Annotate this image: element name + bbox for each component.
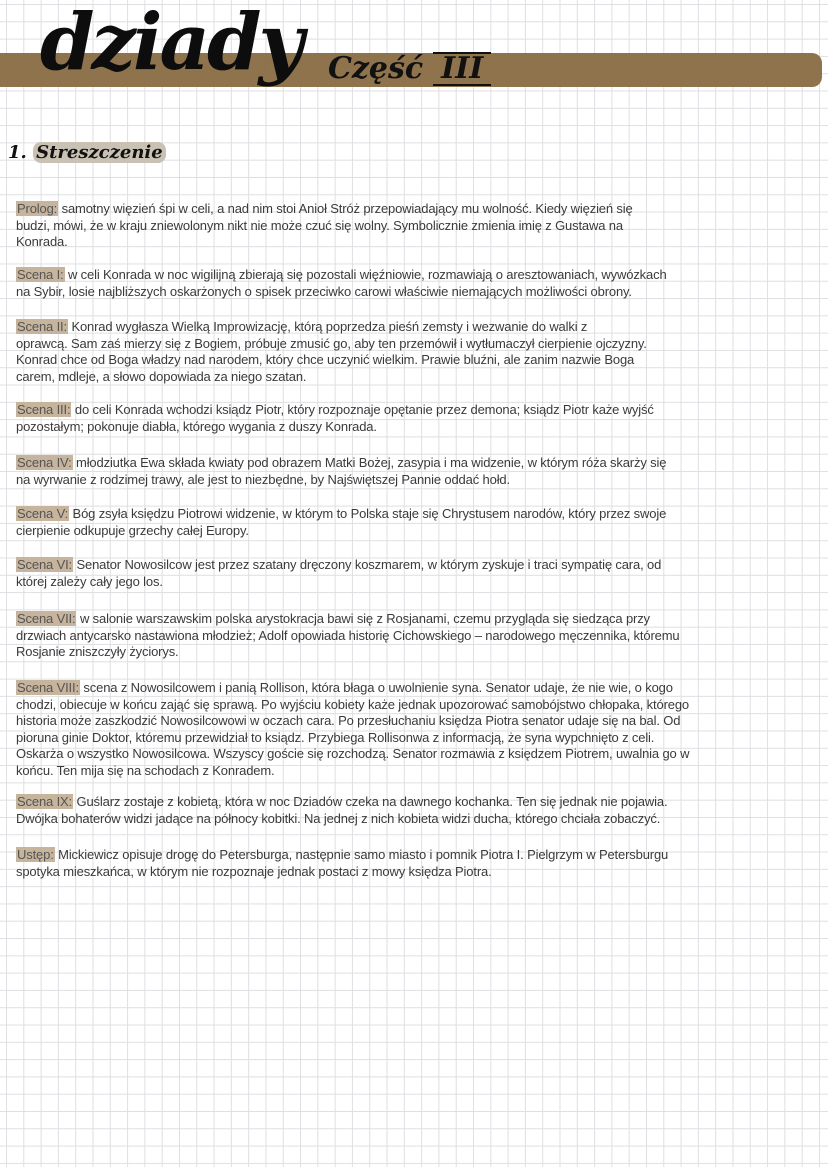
line-text: Senator Nowosilcow jest przez szatany dręczony koszmarem, w którym zyskuje i traci sympatię cara, od (76, 557, 662, 572)
summary-paragraph (16, 201, 633, 251)
line-text: Oskarża o wszystko Nowosilcowa. Wszyscy goście się rozchodzą. Senator rozmawia z księdzem Piotrem, uwalnia go w (16, 746, 690, 762)
paragraph-line (16, 369, 647, 386)
paragraph-line (16, 864, 668, 881)
scene-label: Scena II: (17, 319, 67, 334)
paragraph-line (16, 730, 689, 747)
part-label: Część (328, 51, 424, 86)
line-text: końcu. Ten mija się na schodach z Konradem. (16, 762, 275, 778)
line-text: w celi Konrada w noc wigilijną zbierają się pozostali więźniowie, rozmawiają o aresztowaniach, wywózkach (67, 267, 667, 282)
line-text: Bóg zsyła księdzu Piotrowi widzenie, w którym to Polska staje się Chrystusem narodów, który przez swoje (72, 506, 667, 521)
line-text: scena z Nowosilcowem i panią Rollison, która błaga o uwolnienie syna. Senator udaje, że nie wie, o kogo (83, 680, 673, 695)
section-heading (8, 142, 166, 163)
summary-paragraph (16, 455, 666, 488)
section-number: 1. (8, 142, 27, 163)
line-text: spotyka mieszkańca, w którym nie rozpoznaje jednak postaci z mowy księdza Piotra. (16, 863, 492, 879)
scene-label: Scena I: (17, 267, 64, 282)
line-text: Konrad chce od Boga władzy nad narodem, który chce uczynić wielkim. Prawie bluźni, ale zanim nazwie Boga (16, 352, 635, 368)
line-text: na Sybir, losie najbliższych oskarżonych o spisek przeciwko carowi właściwie niemających możliwości obrony. (16, 283, 632, 299)
part-number: III (433, 52, 491, 86)
line-text: cierpienie odkupuje grzechy całej Europy. (16, 522, 249, 538)
paragraph-line (16, 402, 654, 419)
line-text: Mickiewicz opisuje drogę do Petersburga, następnie samo miasto i pomnik Piotra I. Pielgrzym w Petersburgu (58, 847, 669, 862)
page-title: dziady (40, 0, 301, 88)
line-text: historia może zaszkodzić Nowosilcowowi w oczach cara. Po przesłuchaniu księdza Piotra senator udaje się na bal. Od (16, 713, 681, 729)
line-text: Dwójka bohaterów widzi jadące na północy kobitki. Na jednej z nich kobieta widzi ducha, którego chciała zobaczyć. (16, 810, 661, 826)
paragraph-line (16, 201, 633, 218)
line-text: której zależy cały jego los. (16, 573, 163, 589)
paragraph-line (16, 523, 666, 540)
line-text: drzwiach antycarsko nastawiona młodzież; Adolf opowiada historię Cichowskiego – narodowego męczennika, któremu (16, 627, 680, 643)
line-text: chodzi, obiecuje w końcu zająć się sprawą. Po wyjściu kobiety każe jednak upozorować samobójstwo chłopaka, którego (16, 696, 689, 712)
line-text: oprawcą. Sam zaś mierzy się z Bogiem, próbuje zmusić go, aby ten przemówił i wytłumaczył cierpienie ojczyzny. (16, 335, 647, 351)
line-text: na wyrwanie z rodzimej trawy, ale jest to niezbędne, by Najświętszej Pannie oddać hołd. (16, 471, 510, 487)
paragraph-line (16, 234, 633, 251)
paragraph-line (16, 352, 647, 369)
line-text: młodziutka Ewa składa kwiaty pod obrazem Matki Bożej, zasypia i ma widzenie, w którym róża skarży się (76, 455, 667, 470)
scene-label: Scena V: (17, 506, 69, 521)
line-text: do celi Konrada wchodzi ksiądz Piotr, który rozpoznaje opętanie przez demona; ksiądz Piotr każe wyjść (74, 402, 654, 417)
summary-paragraph (16, 402, 654, 435)
paragraph-line (16, 557, 661, 574)
paragraph-line (16, 472, 666, 489)
paragraph-line (16, 267, 667, 284)
paragraph-line (16, 763, 689, 780)
paragraph-line (16, 218, 633, 235)
paragraph-line (16, 284, 667, 301)
paragraph-line (16, 794, 667, 811)
scene-label: Prolog: (17, 201, 58, 216)
scene-label: Scena VI: (17, 557, 73, 572)
section-title: Streszczenie (33, 142, 166, 163)
summary-paragraph (16, 267, 667, 300)
scene-label: Scena IV: (17, 455, 72, 470)
summary-paragraph (16, 506, 666, 539)
summary-paragraph (16, 611, 679, 661)
line-text: Konrad wygłasza Wielką Improwizację, którą poprzedza pieśń zemsty i wezwanie do walki z (71, 319, 588, 334)
line-text: Konrada. (16, 234, 68, 250)
paragraph-line (16, 628, 679, 645)
paragraph-line (16, 506, 666, 523)
scene-label: Scena VIII: (17, 680, 79, 695)
line-text: budzi, mówi, że w kraju zniewolonym nikt nie może czuć się wolny. Symbolicznie zmienia imię z Gustawa na (16, 217, 623, 233)
line-text: samotny więzień śpi w celi, a nad nim stoi Anioł Stróż przepowiadający mu wolność. Kiedy więzień się (61, 201, 633, 216)
line-text: carem, mdleje, a słowo dopowiada za niego szatan. (16, 368, 307, 384)
line-text: pozostałym; pokonuje diabła, którego wygania z duszy Konrada. (16, 418, 377, 434)
scene-label: Ustęp: (17, 847, 54, 862)
paragraph-line (16, 336, 647, 353)
summary-paragraph (16, 847, 668, 880)
scene-label: Scena IX: (17, 794, 73, 809)
paragraph-line (16, 713, 689, 730)
line-text: Rosjanie zniszczyły życiorys. (16, 644, 179, 660)
summary-paragraph (16, 557, 661, 590)
paragraph-line (16, 319, 647, 336)
line-text: w salonie warszawskim polska arystokracja bawi się z Rosjanami, czemu przygląda się siedząca przy (79, 611, 650, 626)
paragraph-line (16, 611, 679, 628)
line-text: Guślarz zostaje z kobietą, która w noc Dziadów czeka na dawnego kochanka. Ten się jednak nie pojawia. (76, 794, 668, 809)
summary-paragraph (16, 319, 647, 385)
paragraph-line (16, 455, 666, 472)
part-heading (328, 52, 491, 86)
summary-paragraph (16, 794, 667, 827)
paragraph-line (16, 746, 689, 763)
line-text: pioruna ginie Doktor, któremu przewidział to ksiądz. Przybiega Rollisonwa z informacją, że syna wypchnięto z celi. (16, 729, 655, 745)
scene-label: Scena VII: (17, 611, 76, 626)
scene-label: Scena III: (17, 402, 71, 417)
paragraph-line (16, 811, 667, 828)
summary-paragraph (16, 680, 689, 780)
paragraph-line (16, 697, 689, 714)
paragraph-line (16, 419, 654, 436)
paragraph-line (16, 680, 689, 697)
paragraph-line (16, 574, 661, 591)
paragraph-line (16, 847, 668, 864)
paragraph-line (16, 644, 679, 661)
